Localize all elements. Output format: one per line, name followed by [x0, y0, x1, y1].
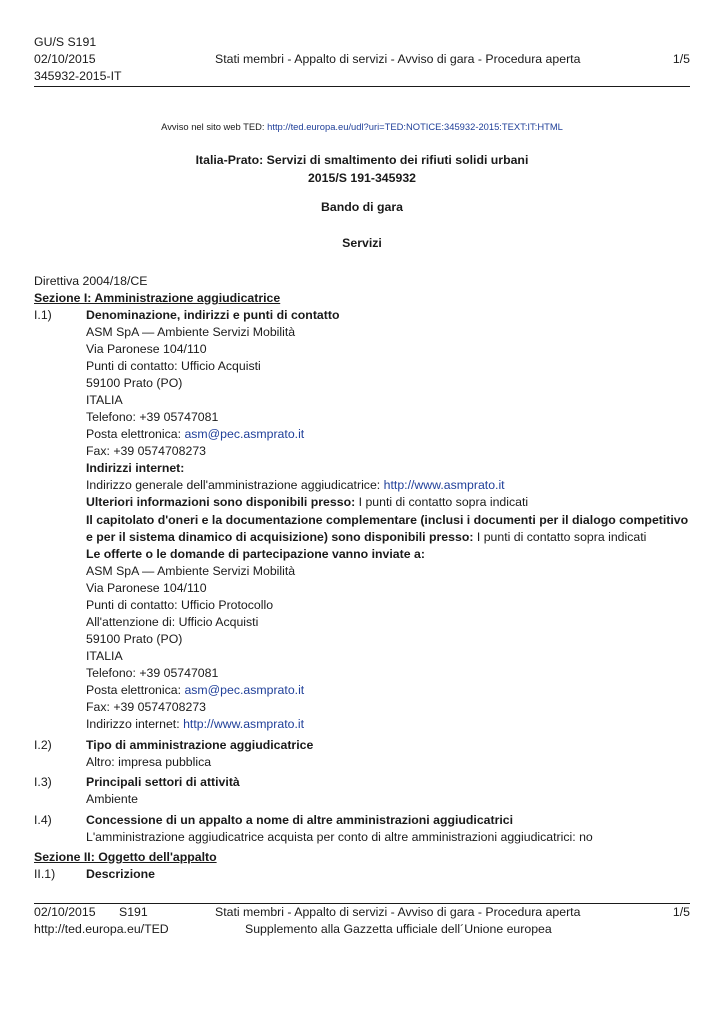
authority-contact: Punti di contatto: Ufficio Acquisti: [86, 359, 261, 373]
offers-email: [86, 682, 304, 699]
more-info-value: I punti di contatto sopra indicati: [358, 495, 529, 509]
section-1-title: Sezione I: Amministrazione aggiudicatrice: [34, 291, 281, 305]
authority-phone: Telefono: +39 05747081: [86, 410, 219, 424]
i1-title: Denominazione, indirizzi e punti di contatto: [86, 308, 340, 322]
offers-label: Le offerte o le domande di partecipazione vanno inviate a:: [86, 547, 425, 561]
i2-title: Tipo di amministrazione aggiudicatrice: [86, 738, 314, 752]
offers-internet: [86, 716, 304, 733]
ted-notice-label: Avviso nel sito web TED:: [161, 121, 265, 132]
footer-date: 02/10/2015: [34, 905, 96, 919]
more-info: [86, 494, 528, 511]
journal-ref: GU/S S191: [34, 35, 97, 49]
header-page: 1/5: [672, 52, 690, 66]
directive: Direttiva 2004/18/CE: [34, 274, 148, 288]
general-address: [86, 477, 505, 494]
offers-email-label: Posta elettronica:: [86, 683, 182, 697]
notice-number: 2015/S 191-345932: [307, 171, 417, 185]
header-meta: [34, 34, 122, 85]
footer-supplement: Supplemento alla Gazzetta ufficiale dell´Unione europea: [245, 922, 552, 936]
i4-number: I.4): [34, 813, 52, 827]
header-date: 02/10/2015: [34, 52, 96, 66]
header-divider: [34, 86, 690, 87]
ii1-number: II.1): [34, 867, 56, 881]
i4-title: Concessione di un appalto a nome di altre amministrazioni aggiudicatrici: [86, 813, 514, 827]
i2-number: I.2): [34, 738, 52, 752]
authority-email: [86, 426, 304, 443]
notice-title: Italia-Prato: Servizi di smaltimento dei rifiuti solidi urbani: [195, 153, 529, 167]
footer-title: Stati membri - Appalto di servizi - Avviso di gara - Procedura aperta: [215, 905, 581, 919]
offers-phone: Telefono: +39 05747081: [86, 666, 219, 680]
docs-line-2: [86, 529, 646, 546]
general-address-label: Indirizzo generale dell'amministrazione aggiudicatrice:: [86, 478, 381, 492]
ii1-title: Descrizione: [86, 867, 156, 881]
general-address-link[interactable]: http://www.asmprato.it: [383, 478, 505, 492]
notice-heading: [34, 151, 690, 187]
section-2-title: Sezione II: Oggetto dell'appalto: [34, 850, 217, 864]
docs-label-2: e per il sistema dinamico di acquisizione) sono disponibili presso:: [86, 530, 474, 544]
notice-type: Bando di gara: [321, 200, 403, 214]
i2-value: Altro: impresa pubblica: [86, 755, 212, 769]
email-link[interactable]: asm@pec.asmprato.it: [184, 427, 305, 441]
i3-number: I.3): [34, 775, 52, 789]
authority-fax: Fax: +39 0574708273: [86, 444, 206, 458]
offers-attention: All'attenzione di: Ufficio Acquisti: [86, 615, 259, 629]
notice-category: Servizi: [342, 236, 382, 250]
offers-street: Via Paronese 104/110: [86, 581, 207, 595]
authority-city: 59100 Prato (PO): [86, 376, 183, 390]
authority-name: ASM SpA — Ambiente Servizi Mobilità: [86, 325, 296, 339]
i3-value: Ambiente: [86, 792, 138, 806]
offers-internet-link[interactable]: http://www.asmprato.it: [183, 717, 305, 731]
ted-notice: [34, 121, 690, 132]
more-info-label: Ulteriori informazioni sono disponibili presso:: [86, 495, 356, 509]
offers-country: ITALIA: [86, 649, 123, 663]
internet-title: Indirizzi internet:: [86, 461, 185, 475]
i4-value: L'amministrazione aggiudicatrice acquista per conto di altre amministrazioni aggiudicatrici: no: [86, 830, 593, 844]
footer-page: 1/5: [672, 905, 690, 919]
ted-notice-link[interactable]: http://ted.europa.eu/udl?uri=TED:NOTICE:345932-2015:TEXT:IT:HTML: [267, 121, 563, 132]
offers-fax: Fax: +39 0574708273: [86, 700, 206, 714]
header-title: Stati membri - Appalto di servizi - Avviso di gara - Procedura aperta: [215, 52, 581, 66]
docs-value: I punti di contatto sopra indicati: [476, 530, 647, 544]
docs-label-1: Il capitolato d'oneri e la documentazione complementare (inclusi i documenti per il dialogo competitivo: [86, 513, 689, 527]
i1-number: I.1): [34, 308, 52, 322]
offers-name: ASM SpA — Ambiente Servizi Mobilità: [86, 564, 296, 578]
offers-email-link[interactable]: asm@pec.asmprato.it: [184, 683, 305, 697]
offers-internet-label: Indirizzo internet:: [86, 717, 180, 731]
authority-street: Via Paronese 104/110: [86, 342, 207, 356]
footer-site[interactable]: http://ted.europa.eu/TED: [34, 922, 169, 936]
authority-country: ITALIA: [86, 393, 123, 407]
notice-id: 345932-2015-IT: [34, 69, 122, 83]
footer-series: S191: [119, 905, 148, 919]
i3-title: Principali settori di attività: [86, 775, 240, 789]
offers-city: 59100 Prato (PO): [86, 632, 183, 646]
offers-contact: Punti di contatto: Ufficio Protocollo: [86, 598, 274, 612]
email-label: Posta elettronica:: [86, 427, 182, 441]
